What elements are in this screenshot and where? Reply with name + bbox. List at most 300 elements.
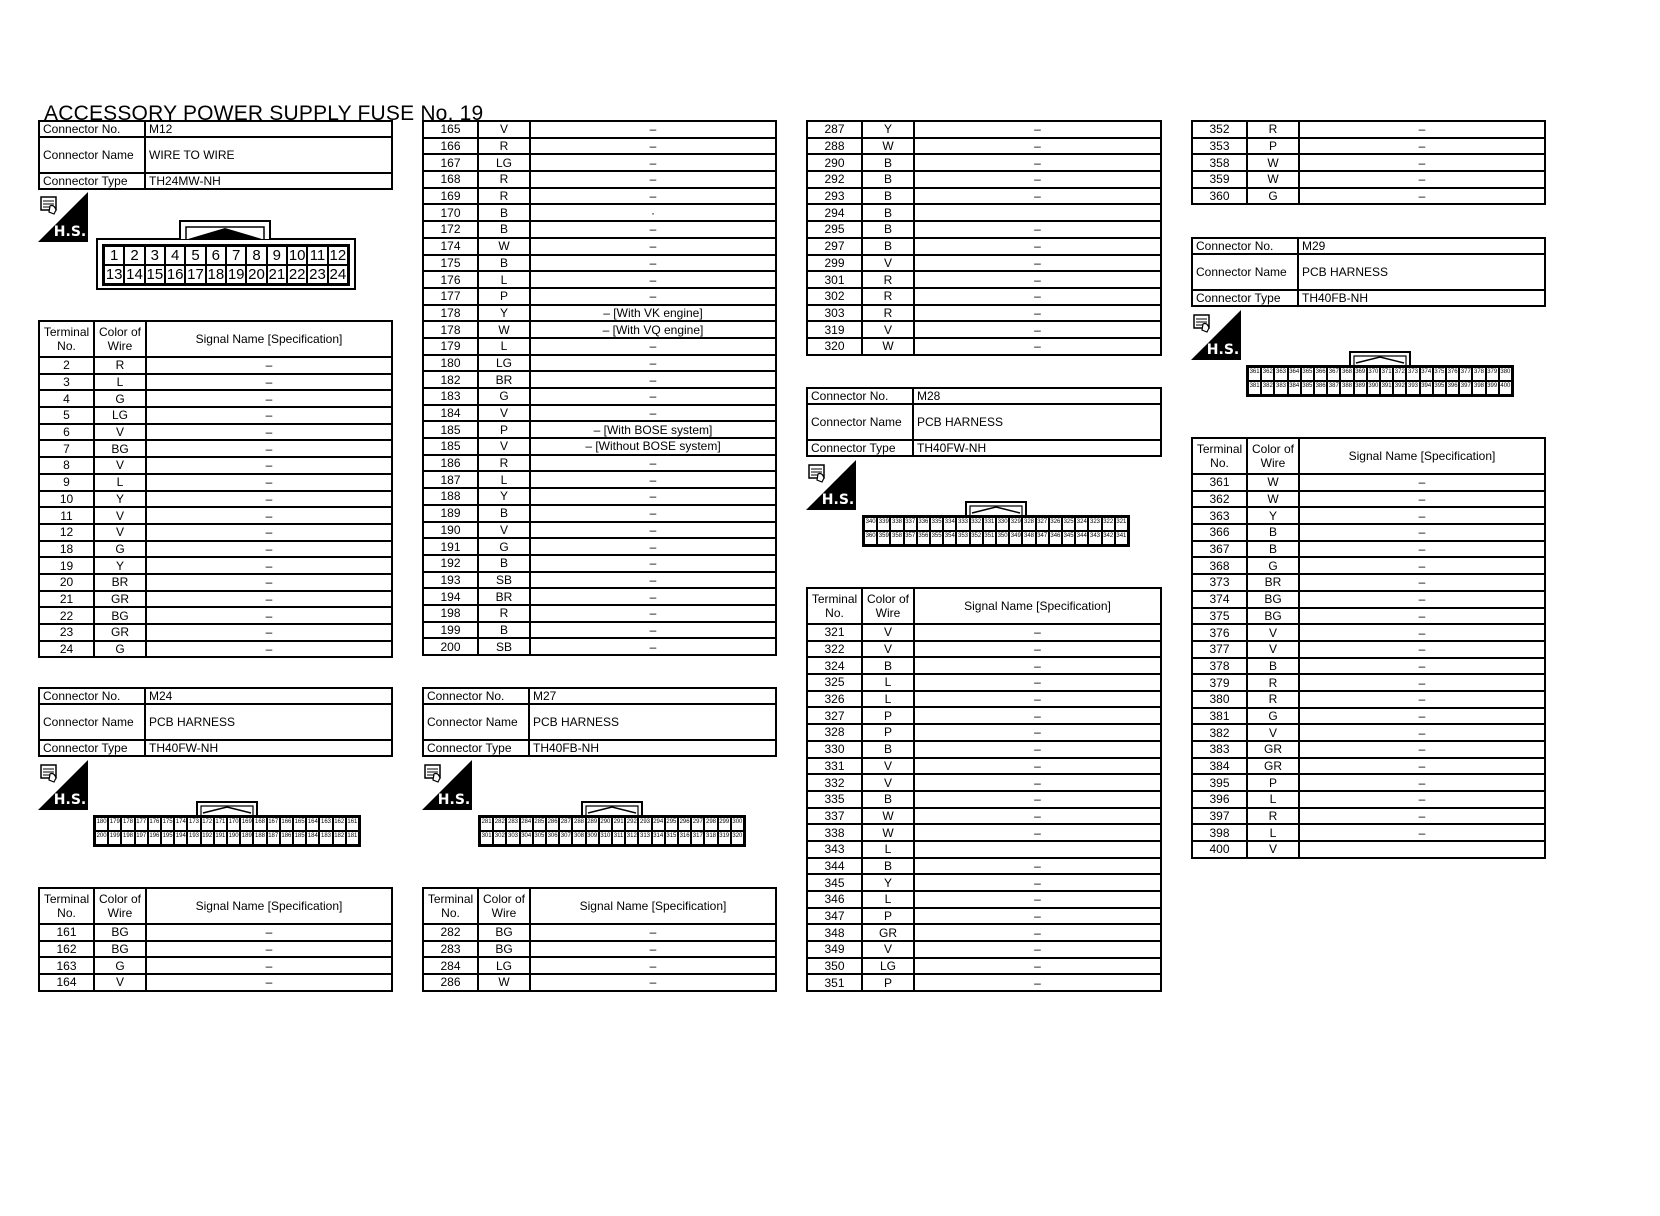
- terminal-no-cell: 297: [807, 238, 862, 255]
- label-connector-name: Connector Name: [807, 404, 913, 440]
- terminal-no-cell: 384: [1192, 758, 1247, 775]
- wire-color-cell: R: [862, 271, 914, 288]
- table-row: [807, 271, 1161, 288]
- pin-label: 176: [148, 817, 161, 831]
- table-row: [807, 741, 1161, 758]
- pin-label: 291: [612, 817, 625, 831]
- pin-label: 170: [227, 817, 240, 831]
- wire-color-cell: R: [1247, 121, 1299, 138]
- table-row: [423, 538, 776, 555]
- wire-color-cell: W: [478, 321, 530, 338]
- table-row: [807, 808, 1161, 825]
- header-terminal-no: Terminal No.: [39, 888, 94, 924]
- pin-label: 344: [1075, 531, 1088, 545]
- table-row: [39, 390, 392, 407]
- pin-label: 301: [480, 831, 493, 845]
- wire-color-cell: P: [862, 974, 914, 991]
- terminal-no-cell: 374: [1192, 591, 1247, 608]
- table-row: [1192, 674, 1545, 691]
- table-row: [1192, 624, 1545, 641]
- pin-label: 281: [480, 817, 493, 831]
- terminal-no-cell: 367: [1192, 541, 1247, 558]
- signal-name-cell: –: [1299, 507, 1545, 524]
- signal-name-cell: [914, 841, 1161, 858]
- table-row: [39, 440, 392, 457]
- connector-info-m24: [38, 687, 393, 757]
- pin-label: 384: [1288, 381, 1301, 395]
- pin-label: 199: [108, 831, 121, 845]
- connector-info-m28: [806, 387, 1162, 457]
- header-terminal-no: Terminal No.: [423, 888, 478, 924]
- pin-label: 370: [1367, 367, 1380, 381]
- wire-color-cell: Y: [94, 491, 146, 508]
- connector-name-value: PCB HARNESS: [529, 704, 776, 740]
- wire-color-cell: G: [94, 957, 146, 974]
- wire-color-cell: V: [94, 974, 146, 991]
- pin-label: 187: [267, 831, 280, 845]
- wire-color-cell: G: [1247, 557, 1299, 574]
- wire-color-cell: Y: [478, 488, 530, 505]
- pin-label: 23: [309, 266, 326, 283]
- label-connector-no: Connector No.: [39, 688, 145, 704]
- wire-color-cell: BR: [1247, 574, 1299, 591]
- pin-label: 4: [165, 246, 185, 265]
- wire-color-cell: LG: [862, 958, 914, 975]
- pin-label: 308: [572, 831, 585, 845]
- terminal-no-cell: 193: [423, 572, 478, 589]
- wire-color-cell: BG: [1247, 591, 1299, 608]
- signal-name-cell: –: [146, 541, 392, 558]
- signal-name-cell: –: [914, 974, 1161, 991]
- pin-label: 173: [187, 817, 200, 831]
- pin-label: 355: [930, 531, 943, 545]
- table-row: [807, 858, 1161, 875]
- pin-label: 171: [214, 817, 227, 831]
- pin-label: 329: [1009, 517, 1022, 531]
- terminal-no-cell: 398: [1192, 824, 1247, 841]
- table-row: [807, 171, 1161, 188]
- pin-label: 313: [638, 831, 651, 845]
- terminal-no-cell: 6: [39, 424, 94, 441]
- pin-label: 376: [1446, 367, 1459, 381]
- pin-label: 6: [206, 246, 226, 265]
- terminal-no-cell: 5: [39, 407, 94, 424]
- pin-label: 290: [599, 817, 612, 831]
- wire-color-cell: B: [862, 188, 914, 205]
- connector-no-value: M27: [529, 688, 776, 704]
- pin-label: 3: [145, 246, 165, 265]
- connector-no-value: M28: [913, 388, 1161, 404]
- signal-name-cell: –: [914, 305, 1161, 322]
- pin-label: 354: [943, 531, 956, 545]
- table-row: [39, 407, 392, 424]
- harness-side-icon: [806, 460, 856, 510]
- pin-label: 181: [346, 831, 359, 845]
- table-row: [39, 641, 392, 658]
- signal-name-cell: –: [146, 574, 392, 591]
- terminal-no-cell: 363: [1192, 507, 1247, 524]
- terminal-table-m28-continued: [1191, 120, 1546, 205]
- pin-label: 22: [288, 266, 306, 283]
- table-row: [807, 204, 1161, 221]
- pin-label: 320: [731, 831, 744, 845]
- terminal-no-cell: 192: [423, 555, 478, 572]
- terminal-no-cell: 182: [423, 371, 478, 388]
- wire-color-cell: V: [862, 321, 914, 338]
- signal-name-cell: –: [146, 440, 392, 457]
- terminal-no-cell: 170: [423, 204, 478, 221]
- wire-color-cell: LG: [478, 355, 530, 372]
- pin-label: 198: [121, 831, 134, 845]
- table-row: [423, 455, 776, 472]
- wire-color-cell: L: [478, 471, 530, 488]
- table-row: [423, 188, 776, 205]
- pin-label: 398: [1472, 381, 1485, 395]
- pin-label: 177: [135, 817, 148, 831]
- pin-label: 369: [1354, 367, 1367, 381]
- table-row: [807, 238, 1161, 255]
- connector-info-m27: [422, 687, 777, 757]
- signal-name-cell: –: [1299, 674, 1545, 691]
- wire-color-cell: B: [862, 791, 914, 808]
- table-row: [423, 405, 776, 422]
- pin-grid: [1246, 365, 1514, 397]
- terminal-no-cell: 373: [1192, 574, 1247, 591]
- wire-color-cell: GR: [94, 624, 146, 641]
- pin-label: 393: [1406, 381, 1419, 395]
- terminal-no-cell: 283: [423, 941, 478, 958]
- pin-label: 11: [307, 246, 327, 265]
- label-connector-type: Connector Type: [39, 740, 145, 756]
- header-signal-name: Signal Name [Specification]: [146, 888, 392, 924]
- signal-name-cell: – [With VQ engine]: [530, 321, 776, 338]
- terminal-no-cell: 347: [807, 908, 862, 925]
- pin-label: 350: [996, 531, 1009, 545]
- terminal-no-cell: 18: [39, 541, 94, 558]
- pin-label: 195: [161, 831, 174, 845]
- label-connector-type: Connector Type: [39, 173, 145, 189]
- connector-info-m29: [1191, 237, 1546, 307]
- table-row: [423, 204, 776, 221]
- table-row: [807, 707, 1161, 724]
- pin-label: 338: [890, 517, 903, 531]
- wire-color-cell: BG: [94, 607, 146, 624]
- terminal-no-cell: 162: [39, 941, 94, 958]
- table-row: [807, 974, 1161, 991]
- pin-label: 380: [1499, 367, 1512, 381]
- wire-color-cell: L: [862, 891, 914, 908]
- table-row: [1192, 641, 1545, 658]
- signal-name-cell: –: [146, 390, 392, 407]
- wire-color-cell: Y: [862, 121, 914, 138]
- terminal-no-cell: 194: [423, 588, 478, 605]
- wire-color-cell: R: [862, 288, 914, 305]
- header-signal-name: Signal Name [Specification]: [1299, 438, 1545, 474]
- pin-label: 362: [1261, 367, 1274, 381]
- terminal-no-cell: 351: [807, 974, 862, 991]
- terminal-no-cell: 174: [423, 238, 478, 255]
- pin-label: 283: [506, 817, 519, 831]
- table-row: [807, 305, 1161, 322]
- pin-label: 178: [121, 817, 134, 831]
- pin-label: 336: [917, 517, 930, 531]
- terminal-no-cell: 164: [39, 974, 94, 991]
- pin-label: 372: [1393, 367, 1406, 381]
- signal-name-cell: –: [530, 355, 776, 372]
- table-row: [39, 957, 392, 974]
- signal-name-cell: –: [1299, 624, 1545, 641]
- table-row: [1192, 758, 1545, 775]
- signal-name-cell: –: [914, 924, 1161, 941]
- wire-color-cell: BR: [478, 371, 530, 388]
- pin-label: 175: [161, 817, 174, 831]
- terminal-no-cell: 377: [1192, 641, 1247, 658]
- table-row: [1192, 541, 1545, 558]
- terminal-no-cell: 352: [1192, 121, 1247, 138]
- signal-name-cell: –: [1299, 641, 1545, 658]
- pin-label: 371: [1380, 367, 1393, 381]
- signal-name-cell: –: [914, 707, 1161, 724]
- pin-label: 339: [877, 517, 890, 531]
- pin-label: 194: [174, 831, 187, 845]
- terminal-no-cell: 288: [807, 138, 862, 155]
- terminal-no-cell: 20: [39, 574, 94, 591]
- pin-label: 349: [1009, 531, 1022, 545]
- terminal-no-cell: 395: [1192, 774, 1247, 791]
- terminal-no-cell: 3: [39, 374, 94, 391]
- pin-label: 184: [306, 831, 319, 845]
- terminal-no-cell: 200: [423, 638, 478, 655]
- table-row: [1192, 171, 1545, 188]
- pin-label: 302: [493, 831, 506, 845]
- table-row: [807, 691, 1161, 708]
- connector-name-value: PCB HARNESS: [913, 404, 1161, 440]
- terminal-no-cell: 345: [807, 874, 862, 891]
- signal-name-cell: –: [530, 255, 776, 272]
- terminal-no-cell: 172: [423, 221, 478, 238]
- terminal-no-cell: 2: [39, 357, 94, 374]
- connector-name-value: PCB HARNESS: [145, 704, 392, 740]
- table-row: [1192, 741, 1545, 758]
- label-connector-no: Connector No.: [807, 388, 913, 404]
- pin-label: 395: [1433, 381, 1446, 395]
- pin-label: 174: [174, 817, 187, 831]
- label-connector-name: Connector Name: [423, 704, 529, 740]
- signal-name-cell: –: [914, 874, 1161, 891]
- table-row: [1192, 138, 1545, 155]
- terminal-no-cell: 330: [807, 741, 862, 758]
- wire-color-cell: BG: [94, 941, 146, 958]
- pin-label: 358: [890, 531, 903, 545]
- signal-name-cell: –: [914, 238, 1161, 255]
- terminal-no-cell: 165: [423, 121, 478, 138]
- signal-name-cell: ·: [530, 204, 776, 221]
- table-row: [39, 974, 392, 991]
- signal-name-cell: –: [914, 824, 1161, 841]
- pin-label: 328: [1022, 517, 1035, 531]
- pin-label: 374: [1420, 367, 1433, 381]
- wire-color-cell: R: [478, 188, 530, 205]
- wire-color-cell: GR: [1247, 758, 1299, 775]
- terminal-no-cell: 19: [39, 557, 94, 574]
- table-row: [807, 255, 1161, 272]
- terminal-no-cell: 353: [1192, 138, 1247, 155]
- signal-name-cell: –: [146, 557, 392, 574]
- wire-color-cell: B: [478, 221, 530, 238]
- table-row: [423, 321, 776, 338]
- pin-label: 330: [996, 517, 1009, 531]
- table-row: [1192, 774, 1545, 791]
- terminal-no-cell: 303: [807, 305, 862, 322]
- terminal-no-cell: 189: [423, 505, 478, 522]
- hs-label: H.S.: [53, 792, 87, 808]
- label-connector-no: Connector No.: [423, 688, 529, 704]
- header-color-of-wire: Color of Wire: [94, 321, 146, 357]
- terminal-no-cell: 185: [423, 421, 478, 438]
- table-row: [423, 255, 776, 272]
- pin-label: 307: [559, 831, 572, 845]
- signal-name-cell: –: [530, 488, 776, 505]
- pin-grid: [102, 244, 350, 286]
- wire-color-cell: B: [862, 154, 914, 171]
- table-row: [807, 288, 1161, 305]
- terminal-no-cell: 22: [39, 607, 94, 624]
- terminal-no-cell: 191: [423, 538, 478, 555]
- table-row: [423, 171, 776, 188]
- pin-label: 363: [1274, 367, 1287, 381]
- signal-name-cell: –: [914, 908, 1161, 925]
- wire-color-cell: V: [94, 457, 146, 474]
- terminal-no-cell: 361: [1192, 474, 1247, 491]
- pin-label: 1: [104, 246, 124, 265]
- terminal-no-cell: 169: [423, 188, 478, 205]
- label-connector-type: Connector Type: [1192, 290, 1298, 306]
- wire-color-cell: V: [478, 438, 530, 455]
- pin-label: 15: [146, 266, 164, 283]
- signal-name-cell: –: [1299, 808, 1545, 825]
- terminal-no-cell: 382: [1192, 724, 1247, 741]
- pin-label: 317: [691, 831, 704, 845]
- pin-label: 306: [546, 831, 559, 845]
- pin-label: 165: [293, 817, 306, 831]
- pin-label: 192: [201, 831, 214, 845]
- table-row: [423, 941, 776, 958]
- header-color-of-wire: Color of Wire: [862, 588, 914, 624]
- table-row: [423, 605, 776, 622]
- signal-name-cell: –: [914, 188, 1161, 205]
- signal-name-cell: –: [1299, 791, 1545, 808]
- table-row: [1192, 524, 1545, 541]
- label-connector-no: Connector No.: [39, 121, 145, 137]
- pin-label: 295: [665, 817, 678, 831]
- table-row: [423, 974, 776, 991]
- signal-name-cell: –: [530, 572, 776, 589]
- pin-label: 312: [625, 831, 638, 845]
- terminal-no-cell: 9: [39, 474, 94, 491]
- pin-label: 327: [1036, 517, 1049, 531]
- header-color-of-wire: Color of Wire: [1247, 438, 1299, 474]
- terminal-no-cell: 379: [1192, 674, 1247, 691]
- pin-label: 322: [1102, 517, 1115, 531]
- label-connector-type: Connector Type: [423, 740, 529, 756]
- terminal-no-cell: 290: [807, 154, 862, 171]
- pin-label: 319: [718, 831, 731, 845]
- signal-name-cell: –: [914, 288, 1161, 305]
- pin-label: 167: [267, 817, 280, 831]
- connector-type-value: TH40FW-NH: [913, 440, 1161, 456]
- wire-color-cell: P: [1247, 138, 1299, 155]
- terminal-no-cell: 187: [423, 471, 478, 488]
- pin-label: 361: [1248, 367, 1261, 381]
- pin-label: 282: [493, 817, 506, 831]
- label-connector-name: Connector Name: [39, 704, 145, 740]
- signal-name-cell: –: [530, 171, 776, 188]
- terminal-no-cell: 7: [39, 440, 94, 457]
- pin-label: 13: [105, 266, 123, 283]
- table-row: [1192, 841, 1545, 858]
- wire-color-cell: W: [478, 238, 530, 255]
- wire-color-cell: G: [94, 641, 146, 658]
- pin-label: 390: [1367, 381, 1380, 395]
- signal-name-cell: –: [530, 188, 776, 205]
- wire-color-cell: R: [862, 305, 914, 322]
- terminal-no-cell: 21: [39, 591, 94, 608]
- terminal-no-cell: 175: [423, 255, 478, 272]
- wire-color-cell: V: [862, 758, 914, 775]
- wire-color-cell: W: [1247, 474, 1299, 491]
- pin-label: 389: [1354, 381, 1367, 395]
- connector-face-m12: [96, 218, 356, 290]
- signal-name-cell: –: [146, 624, 392, 641]
- table-row: [807, 624, 1161, 641]
- terminal-no-cell: 282: [423, 924, 478, 941]
- signal-name-cell: –: [914, 891, 1161, 908]
- terminal-no-cell: 190: [423, 522, 478, 539]
- wire-color-cell: V: [94, 507, 146, 524]
- pin-label: 186: [280, 831, 293, 845]
- signal-name-cell: –: [530, 238, 776, 255]
- pin-label: 168: [253, 817, 266, 831]
- wire-color-cell: V: [1247, 624, 1299, 641]
- signal-name-cell: –: [530, 121, 776, 138]
- terminal-no-cell: 327: [807, 707, 862, 724]
- signal-name-cell: –: [530, 471, 776, 488]
- table-row: [1192, 824, 1545, 841]
- signal-name-cell: –: [1299, 541, 1545, 558]
- table-row: [39, 591, 392, 608]
- wire-color-cell: B: [1247, 524, 1299, 541]
- pin-label: 179: [108, 817, 121, 831]
- table-row: [807, 908, 1161, 925]
- terminal-no-cell: 380: [1192, 691, 1247, 708]
- terminal-no-cell: 177: [423, 288, 478, 305]
- pin-label: 396: [1446, 381, 1459, 395]
- pin-label: 356: [917, 531, 930, 545]
- table-row: [423, 305, 776, 322]
- table-row: [807, 724, 1161, 741]
- pin-label: 357: [904, 531, 917, 545]
- pin-label: 2: [124, 246, 144, 265]
- signal-name-cell: –: [146, 524, 392, 541]
- connector-face-m28: [862, 501, 1130, 547]
- signal-name-cell: –: [1299, 154, 1545, 171]
- terminal-no-cell: 343: [807, 841, 862, 858]
- terminal-no-cell: 321: [807, 624, 862, 641]
- pin-label: 342: [1102, 531, 1115, 545]
- table-row: [39, 474, 392, 491]
- wire-color-cell: L: [862, 691, 914, 708]
- terminal-table-m27-continued: [806, 120, 1162, 356]
